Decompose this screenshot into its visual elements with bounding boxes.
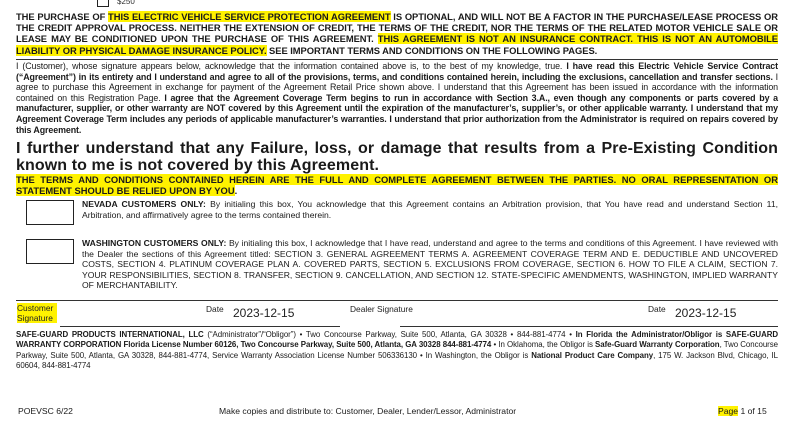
ack-bold-text: I agree that the Agreement Coverage Term begins to run in accordance with Section 3.A., even though any components or parts covered by a manufacturer, supplier, or other warranty are NOT covered by this Agreement until the expiration of the manufacturer’s, supplier’s, or other applicable warranty. I understand that my Agreement Coverage Term includes any periods of applicable manufacturer’s warranties. I understand that prior authorization from the Administrator is required on repairs covered by this Agreement. [16, 92, 779, 135]
dealer-date-value[interactable]: 2023-12-15 [675, 306, 737, 320]
ack-bold-text: I have read this Electric Vehicle Service Contract (“Agreement”) in its entirety and I understand and agree to all of the provisions, terms, and conditions contained herein, including the exclusions, cancellation and transfer sections. [16, 61, 778, 82]
page-count: 1 of 15 [738, 406, 767, 416]
nevada-text: By initialing this box, You acknowledge that this Agreement contains an Arbitration provision, that You have read and understand Section 11, Arbitration, and affirmatively agree to the terms contained therein. [82, 199, 778, 220]
customer-signature-label: Customer Signature [17, 303, 57, 323]
oklahoma-obligor: Safe-Guard Warranty Corporation [595, 340, 720, 350]
dealer-signature-line[interactable] [400, 326, 778, 327]
page-word: Page [718, 406, 739, 416]
company-text: , Two Concourse Parkway, Suite 500, Atlanta, GA 30328, 844-881-4774, Service Warranty Association License Number 506336130 • In Washington, the Obligor is [16, 340, 778, 360]
divider [16, 59, 778, 60]
top-strip [0, 0, 793, 8]
company-information [16, 330, 778, 372]
highlighted-not-insurance: THIS AGREEMENT IS NOT AN INSURANCE CONTRACT. THIS IS NOT AN AUTOMOBILE LIABILITY OR PHYSICAL DAMAGE INSURANCE POLICY. [16, 33, 778, 56]
ack-text: I (Customer), whose signature appears below, acknowledge that the information contained above is, to the best of my knowledge, true. [16, 61, 567, 71]
nevada-label: NEVADA CUSTOMERS ONLY: [82, 199, 206, 209]
customer-date-value[interactable]: 2023-12-15 [233, 306, 295, 320]
divider [16, 300, 778, 301]
price-option-amount: $250 [117, 0, 135, 6]
optional-purchase-disclosure [16, 11, 778, 56]
customer-acknowledgment [16, 61, 778, 135]
page-number [718, 406, 767, 416]
nevada-initial-box[interactable] [26, 200, 74, 225]
washington-initial-box[interactable] [26, 239, 74, 264]
company-text: (“Administrator”/“Obligor”) • Two Concourse Parkway, Suite 500, Atlanta, GA 30328 • 844-881-4774 • [203, 330, 576, 339]
pre-existing-condition-statement: I further understand that any Failure, loss, or damage that results from a Pre-Existing Condition known to me is not covered by this Agreement. [16, 140, 778, 174]
washington-notice [82, 238, 778, 291]
company-text: , 175 W. Jackson Blvd, Chicago, IL 60604, 844-881-4774 [16, 350, 778, 371]
florida-obligor: In Florida the Administrator/Obligor is SAFE-GUARD WARRANTY CORPORATION Florida License Number 60126, Two Concourse Parkway, Suite 500, Atlanta, GA 30328 844-881-4774 [16, 330, 779, 350]
disclosure-text: SEE IMPORTANT TERMS AND CONDITIONS ON THE FOLLOWING PAGES. [266, 44, 598, 56]
highlighted-agreement-name: THIS ELECTRIC VEHICLE SERVICE PROTECTION AGREEMENT [108, 11, 391, 22]
disclosure-text: IS OPTIONAL, AND WILL NOT BE A FACTOR IN THE PURCHASE/LEASE PROCESS OR THE CREDIT APPROVAL PROCESS. NEITHER THE EXTENSION OF CREDIT, THE TERMS OF THE CREDIT, NOR THE TERMS OF THE RELATED MOTOR VEHICLE SALE OR LEASE MAY BE CONDITIONED UPON THE PURCHASE OF THIS AGREEMENT. [16, 11, 778, 45]
form-code: POEVSC 6/22 [18, 406, 73, 416]
washington-obligor: National Product Care Company [531, 350, 654, 360]
price-option-checkbox[interactable] [97, 0, 109, 7]
company-name: SAFE-GUARD PRODUCTS INTERNATIONAL, LLC [16, 330, 204, 339]
dealer-date-label: Date [648, 304, 666, 314]
washington-text: By initialing this box, I acknowledge that I have read, understand and agree to the terms and conditions of this Agreement. I have reviewed with the Dealer the sections of this Agreement titled: SECTION 3. GENERAL AGREEMENT TERMS A. AGREEMENT COVERAGE TERM AND E. DEDUCTIBLE AND UNCOVERED COSTS, SECTION 4. PLATINUM COVERAGE PLAN A. COVERED PARTS, SECTION 5. EXCLUSIONS FROM COVERAGE, SECTION 6. HOW TO FILE A CLAIM, SECTION 7. YOUR RESPONSIBILITIES, SECTION 8. TRANSFER, SECTION 9. CANCELLATION, AND SECTION 12. STATE-SPECIFIC AMENDMENTS, WASHINGTON, IMPLIED WARRANTY OF MERCHANTABILITY. [82, 238, 778, 290]
full-agreement-statement [16, 174, 778, 196]
highlighted-full-agreement: THE TERMS AND CONDITIONS CONTAINED HEREIN ARE THE FULL AND COMPLETE AGREEMENT BETWEEN THE PARTIES. NO ORAL REPRESENTATION OR STATEMENT SHOULD BE RELIED UPON BY YOU [16, 174, 778, 197]
nevada-notice [82, 199, 778, 220]
dealer-signature-label: Dealer Signature [350, 304, 413, 314]
disclosure-text: THE PURCHASE OF [16, 11, 109, 22]
ack-text: I agree to purchase this Agreement in exchange for payment of the Agreement Retail Price shown above. I understand that this Agreement has been issued in accordance with the information contained on this Registration Page. [16, 71, 778, 103]
customer-date-label: Date [206, 304, 224, 314]
distribution-note: Make copies and distribute to: Customer, Dealer, Lender/Lessor, Administrator [219, 406, 517, 416]
washington-label: WASHINGTON CUSTOMERS ONLY: [82, 238, 227, 248]
company-text: • In Oklahoma, the Obligor is [491, 340, 596, 350]
customer-signature-line[interactable] [60, 326, 340, 327]
terms-end-period: . [234, 185, 238, 197]
